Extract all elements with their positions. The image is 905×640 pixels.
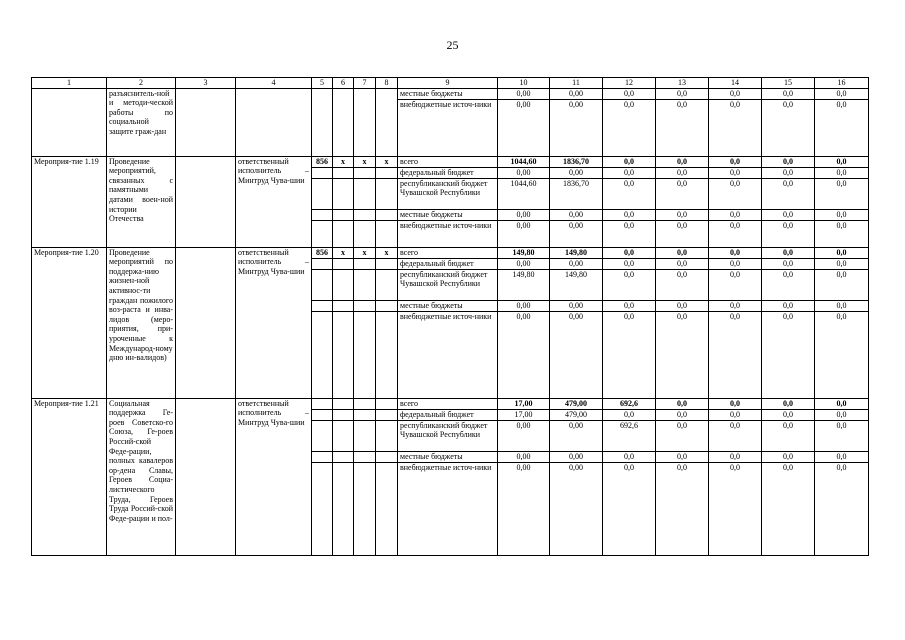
amount-cell: 0,0 (815, 409, 869, 420)
budget-code (312, 398, 333, 409)
code-cell (333, 209, 354, 220)
budget-code: 856 (312, 156, 333, 167)
amount-cell: 0,0 (656, 247, 709, 258)
amount-cell: 0,0 (709, 247, 762, 258)
amount-cell: 0,0 (762, 88, 815, 99)
amount-cell: 0,00 (550, 311, 603, 398)
event-label (32, 88, 107, 156)
code-cell (354, 462, 376, 555)
code-cell (333, 167, 354, 178)
amount-cell: 0,00 (498, 462, 550, 555)
column-header: 4 (236, 78, 312, 89)
amount-cell: 0,0 (709, 178, 762, 209)
amount-cell: 0,0 (656, 398, 709, 409)
code-cell (333, 258, 354, 269)
funding-source: местные бюджеты (398, 451, 498, 462)
code-cell (312, 300, 333, 311)
amount-cell: 0,0 (709, 451, 762, 462)
code-cell (312, 88, 333, 156)
code-cell: x (354, 247, 376, 258)
amount-cell: 0,0 (815, 88, 869, 99)
co-executor (176, 156, 236, 247)
executor: ответственный исполнитель – Минтруд Чува-шии (236, 247, 312, 398)
amount-cell: 17,00 (498, 409, 550, 420)
amount-cell: 0,0 (709, 99, 762, 156)
amount-cell: 0,00 (550, 462, 603, 555)
code-cell (376, 258, 398, 269)
code-cell (333, 409, 354, 420)
event-label: Мероприя-тие 1.20 (32, 247, 107, 398)
code-cell (354, 398, 376, 409)
amount-cell: 0,0 (603, 311, 656, 398)
amount-cell: 0,0 (709, 300, 762, 311)
amount-cell: 0,00 (550, 209, 603, 220)
amount-cell: 0,0 (815, 269, 869, 300)
code-cell (333, 178, 354, 209)
amount-cell: 0,0 (709, 88, 762, 99)
amount-cell: 0,0 (709, 258, 762, 269)
code-cell (376, 220, 398, 247)
column-header: 8 (376, 78, 398, 89)
code-cell (333, 420, 354, 451)
funding-source: внебюджетные источ-ники (398, 311, 498, 398)
page-number: 25 (446, 38, 459, 52)
amount-cell: 0,0 (603, 409, 656, 420)
amount-cell: 0,0 (762, 167, 815, 178)
amount-cell: 0,00 (550, 167, 603, 178)
amount-cell: 0,00 (498, 209, 550, 220)
code-cell (354, 409, 376, 420)
amount-cell: 0,0 (815, 398, 869, 409)
column-header: 2 (107, 78, 176, 89)
funding-source: всего (398, 156, 498, 167)
amount-cell: 0,0 (709, 220, 762, 247)
code-cell (312, 409, 333, 420)
code-cell (333, 269, 354, 300)
amount-cell: 17,00 (498, 398, 550, 409)
amount-cell: 0,00 (550, 300, 603, 311)
amount-cell: 0,0 (762, 258, 815, 269)
amount-cell: 0,00 (498, 220, 550, 247)
code-cell (354, 311, 376, 398)
amount-cell: 0,0 (762, 398, 815, 409)
amount-cell: 0,00 (498, 451, 550, 462)
code-cell (354, 300, 376, 311)
code-cell (312, 420, 333, 451)
amount-cell: 0,0 (656, 220, 709, 247)
code-cell (354, 451, 376, 462)
funding-source: федеральный бюджет (398, 258, 498, 269)
column-header: 9 (398, 78, 498, 89)
amount-cell: 0,0 (815, 220, 869, 247)
funding-source: республиканский бюджет Чувашской Республики (398, 420, 498, 451)
amount-cell: 0,00 (550, 420, 603, 451)
code-cell (354, 88, 376, 156)
amount-cell: 0,0 (603, 220, 656, 247)
amount-cell: 0,0 (603, 258, 656, 269)
event-label: Мероприя-тие 1.19 (32, 156, 107, 247)
amount-cell: 0,0 (815, 167, 869, 178)
funding-source: всего (398, 398, 498, 409)
amount-cell: 0,0 (603, 462, 656, 555)
code-cell: x (354, 156, 376, 167)
amount-cell: 0,0 (815, 451, 869, 462)
column-header: 14 (709, 78, 762, 89)
code-cell (376, 209, 398, 220)
code-cell (376, 311, 398, 398)
amount-cell: 149,80 (498, 247, 550, 258)
budget-code: 856 (312, 247, 333, 258)
code-cell (312, 178, 333, 209)
funding-source: местные бюджеты (398, 209, 498, 220)
funding-source: республиканский бюджет Чувашской Республики (398, 178, 498, 209)
code-cell (354, 178, 376, 209)
amount-cell: 0,0 (815, 178, 869, 209)
amount-cell: 0,0 (656, 156, 709, 167)
amount-cell: 0,0 (815, 99, 869, 156)
amount-cell: 0,0 (762, 209, 815, 220)
amount-cell: 0,00 (498, 300, 550, 311)
event-description: Проведение мероприятий по поддержа-нию жизнен-ной активнос-ти граждан пожилого воз-раста и инва-лидов (меро-приятия, при-уроченные к Международ-ному дню ин-валидов) (107, 247, 176, 398)
amount-cell: 479,00 (550, 409, 603, 420)
amount-cell: 0,0 (762, 420, 815, 451)
amount-cell: 0,0 (762, 300, 815, 311)
amount-cell: 1044,60 (498, 156, 550, 167)
column-header: 7 (354, 78, 376, 89)
amount-cell: 0,0 (656, 462, 709, 555)
amount-cell: 0,0 (762, 220, 815, 247)
amount-cell: 479,00 (550, 398, 603, 409)
code-cell (312, 220, 333, 247)
funding-source: местные бюджеты (398, 300, 498, 311)
amount-cell: 0,0 (815, 300, 869, 311)
amount-cell: 0,0 (603, 167, 656, 178)
amount-cell: 0,00 (550, 99, 603, 156)
column-header: 3 (176, 78, 236, 89)
code-cell (333, 88, 354, 156)
code-cell (333, 398, 354, 409)
amount-cell: 0,0 (603, 300, 656, 311)
amount-cell: 0,0 (709, 409, 762, 420)
column-header: 11 (550, 78, 603, 89)
amount-cell: 0,0 (603, 156, 656, 167)
code-cell (354, 420, 376, 451)
amount-cell: 0,0 (603, 178, 656, 209)
amount-cell: 0,0 (656, 178, 709, 209)
code-cell (376, 167, 398, 178)
table-row (32, 398, 869, 409)
code-cell (376, 178, 398, 209)
amount-cell: 0,0 (656, 269, 709, 300)
code-cell (333, 451, 354, 462)
amount-cell: 0,00 (550, 258, 603, 269)
amount-cell: 0,0 (762, 178, 815, 209)
column-header: 1 (32, 78, 107, 89)
code-cell (312, 269, 333, 300)
amount-cell: 0,0 (656, 311, 709, 398)
funding-source: республиканский бюджет Чувашской Республики (398, 269, 498, 300)
amount-cell: 0,00 (550, 220, 603, 247)
executor: ответственный исполнитель – Минтруд Чува-шии (236, 156, 312, 247)
amount-cell: 0,00 (498, 420, 550, 451)
code-cell (376, 398, 398, 409)
code-cell (354, 220, 376, 247)
funding-source: внебюджетные источ-ники (398, 99, 498, 156)
amount-cell: 0,0 (762, 311, 815, 398)
amount-cell: 0,0 (709, 462, 762, 555)
amount-cell: 0,0 (762, 409, 815, 420)
funding-source: внебюджетные источ-ники (398, 462, 498, 555)
event-description: разъяснитель-ной и методи-ческой работы по социальной защите граж-дан (107, 88, 176, 156)
code-cell (354, 269, 376, 300)
table-row (32, 156, 869, 167)
amount-cell: 0,0 (762, 451, 815, 462)
code-cell (333, 462, 354, 555)
amount-cell: 0,0 (815, 462, 869, 555)
table-row (32, 247, 869, 258)
amount-cell: 0,0 (762, 269, 815, 300)
amount-cell: 0,0 (709, 420, 762, 451)
column-header: 12 (603, 78, 656, 89)
amount-cell: 0,0 (815, 258, 869, 269)
funding-source: всего (398, 247, 498, 258)
amount-cell: 0,0 (656, 409, 709, 420)
amount-cell: 1836,70 (550, 156, 603, 167)
amount-cell: 1836,70 (550, 178, 603, 209)
amount-cell: 0,0 (656, 209, 709, 220)
funding-source: внебюджетные источ-ники (398, 220, 498, 247)
code-cell (376, 420, 398, 451)
amount-cell: 0,0 (815, 420, 869, 451)
code-cell (354, 167, 376, 178)
amount-cell: 0,0 (815, 247, 869, 258)
code-cell (312, 258, 333, 269)
amount-cell: 0,0 (603, 88, 656, 99)
amount-cell: 0,0 (656, 258, 709, 269)
budget-table (31, 77, 869, 556)
amount-cell: 0,0 (709, 398, 762, 409)
code-cell: x (376, 156, 398, 167)
code-cell (312, 167, 333, 178)
amount-cell: 0,0 (603, 451, 656, 462)
amount-cell: 0,0 (762, 156, 815, 167)
amount-cell: 692,6 (603, 420, 656, 451)
amount-cell: 0,0 (815, 311, 869, 398)
event-label: Мероприя-тие 1.21 (32, 398, 107, 555)
code-cell (312, 462, 333, 555)
code-cell (333, 300, 354, 311)
amount-cell: 0,0 (709, 209, 762, 220)
amount-cell: 0,00 (498, 167, 550, 178)
amount-cell: 0,0 (656, 88, 709, 99)
amount-cell: 0,00 (498, 258, 550, 269)
column-header: 10 (498, 78, 550, 89)
code-cell (312, 209, 333, 220)
code-cell (376, 451, 398, 462)
code-cell (376, 409, 398, 420)
code-cell (333, 220, 354, 247)
code-cell (333, 311, 354, 398)
co-executor (176, 247, 236, 398)
amount-cell: 0,00 (550, 88, 603, 99)
amount-cell: 0,0 (603, 99, 656, 156)
amount-cell: 0,0 (656, 451, 709, 462)
amount-cell: 0,0 (709, 156, 762, 167)
amount-cell: 0,0 (656, 300, 709, 311)
amount-cell: 149,80 (498, 269, 550, 300)
column-header: 5 (312, 78, 333, 89)
amount-cell: 0,0 (762, 247, 815, 258)
co-executor (176, 398, 236, 555)
table-row (32, 88, 869, 99)
amount-cell: 0,0 (656, 167, 709, 178)
amount-cell: 0,0 (815, 156, 869, 167)
amount-cell: 0,0 (709, 167, 762, 178)
amount-cell: 0,0 (656, 99, 709, 156)
amount-cell: 0,0 (603, 269, 656, 300)
code-cell: x (376, 247, 398, 258)
amount-cell: 0,00 (498, 311, 550, 398)
header-row (32, 78, 869, 89)
amount-cell: 0,0 (603, 209, 656, 220)
column-header: 15 (762, 78, 815, 89)
amount-cell: 0,0 (762, 462, 815, 555)
event-description: Проведение мероприятий, связанных с памятными датами воен-ной истории Отечества (107, 156, 176, 247)
event-description: Социальная поддержка Ге-роев Советско-го Союза, Ге-роев Россий-ской Феде-рации, полных кавалеров ор-дена Славы, Героев Социа-листического Труда, Героев Труда Россий-ской Феде-рации и пол- (107, 398, 176, 555)
amount-cell: 149,80 (550, 269, 603, 300)
funding-source: местные бюджеты (398, 88, 498, 99)
code-cell (312, 451, 333, 462)
amount-cell: 0,0 (656, 420, 709, 451)
code-cell: x (333, 156, 354, 167)
amount-cell: 692,6 (603, 398, 656, 409)
amount-cell: 0,0 (709, 311, 762, 398)
code-cell (376, 300, 398, 311)
code-cell: x (333, 247, 354, 258)
code-cell (376, 88, 398, 156)
amount-cell: 0,00 (498, 99, 550, 156)
code-cell (354, 209, 376, 220)
code-cell (354, 258, 376, 269)
code-cell (376, 462, 398, 555)
amount-cell: 0,0 (815, 209, 869, 220)
amount-cell: 0,0 (762, 99, 815, 156)
code-cell (376, 269, 398, 300)
code-cell (312, 311, 333, 398)
amount-cell: 0,0 (603, 247, 656, 258)
funding-source: федеральный бюджет (398, 167, 498, 178)
executor (236, 88, 312, 156)
executor: ответственный исполнитель – Минтруд Чува-шии (236, 398, 312, 555)
amount-cell: 149,80 (550, 247, 603, 258)
column-header: 16 (815, 78, 869, 89)
column-header: 13 (656, 78, 709, 89)
amount-cell: 0,0 (709, 269, 762, 300)
amount-cell: 0,00 (498, 88, 550, 99)
funding-source: федеральный бюджет (398, 409, 498, 420)
amount-cell: 1044,60 (498, 178, 550, 209)
column-header: 6 (333, 78, 354, 89)
co-executor (176, 88, 236, 156)
amount-cell: 0,00 (550, 451, 603, 462)
